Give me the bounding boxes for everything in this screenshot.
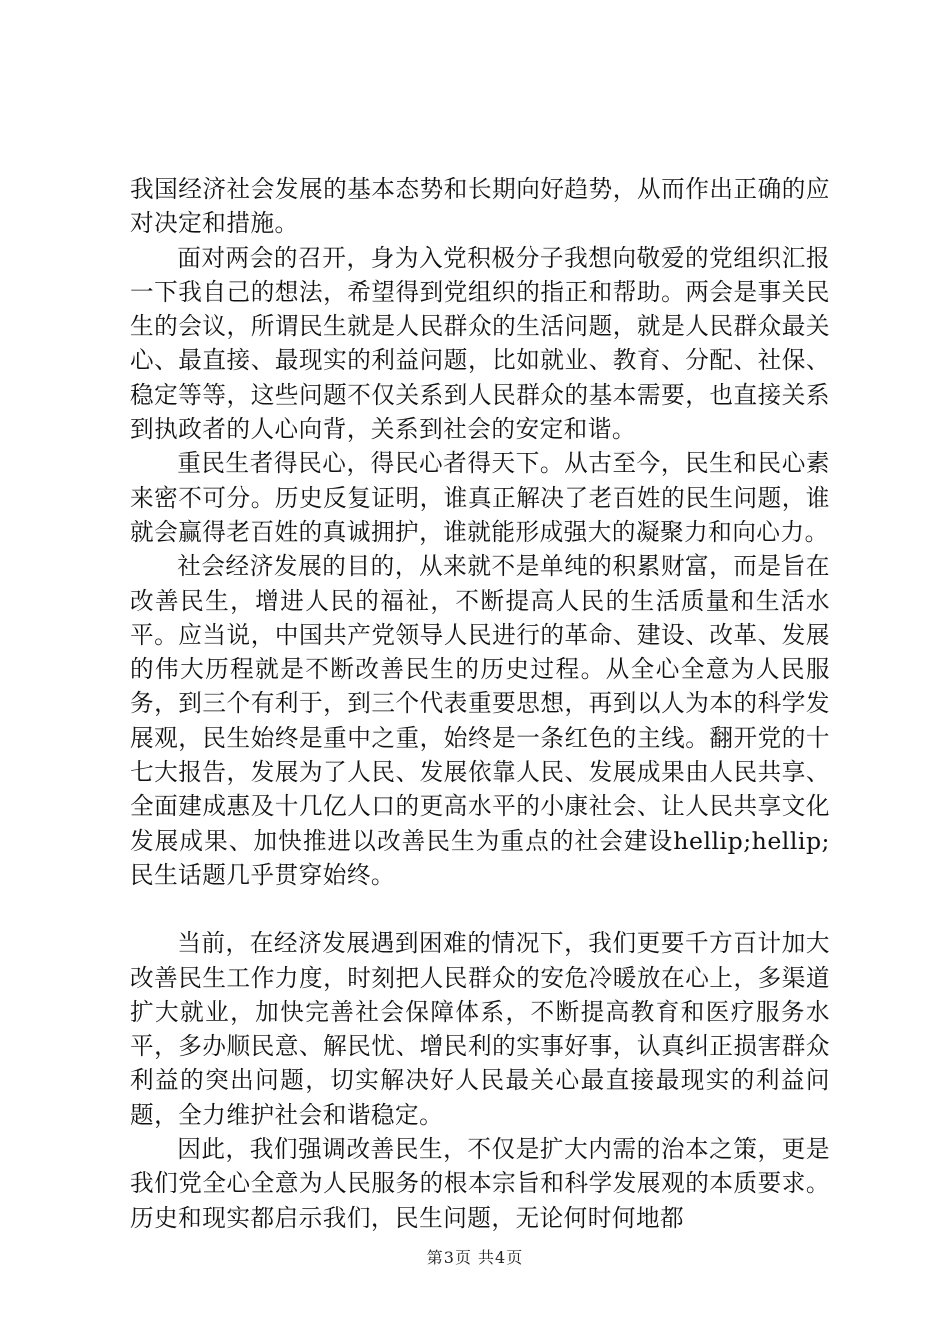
paragraph-continuation: 我国经济社会发展的基本态势和长期向好趋势，从而作出正确的应对决定和措施。 [130,175,830,238]
page-number-footer: 第3页 共4页 [426,1248,524,1267]
paragraph-people-livelihood: 重民生者得民心，得民心者得天下。从古至今，民生和民心素来密不可分。历史反复证明，谁真正解决了老百姓的民生问题，谁就会赢得老百姓的真诚拥护，谁就能形成强大的凝聚力和向心力。 [130,449,830,546]
paragraph-two-sessions: 面对两会的召开，身为入党积极分子我想向敬爱的党组织汇报一下我自己的想法，希望得到党组织的指正和帮助。两会是事关民生的会议，所谓民生就是人民群众的生活问题，就是人民群众最关心、最直接、最现实的利益问题，比如就业、教育、分配、社保、稳定等等，这些问题不仅关系到人民群众的基本需要，也直接关系到执政者的人心向背，关系到社会的安定和谐。 [130,243,830,444]
paragraph-current-situation: 当前，在经济发展遇到困难的情况下，我们更要千方百计加大改善民生工作力度，时刻把人民群众的安危冷暖放在心上，多渠道扩大就业，加快完善社会保障体系，不断提高教育和医疗服务水平，多办顺民意、解民忧、增民利的实事好事，认真纠正损害群众利益的突出问题，切实解决好人民最关心最直接最现实的利益问题，全力维护社会和谐稳定。 [130,929,830,1129]
paragraph-development-purpose: 社会经济发展的目的，从来就不是单纯的积累财富，而是旨在改善民生，增进人民的福祉，不断提高人民的生活质量和生活水平。应当说，中国共产党领导人民进行的革命、建设、改革、发展的伟大历程就是不断改善民生的历史过程。从全心全意为人民服务，到三个有利于，到三个代表重要思想，再到以人为本的科学发展观，民生始终是重中之重，始终是一条红色的主线。翻开党的十七大报告，发展为了人民、发展依靠人民、发展成果由人民共享、全面建成惠及十几亿人口的更高水平的小康社会、让人民共享文化发展成果、加快推进以改善民生为重点的社会建设hellip;hellip;民生话题几乎贯穿始终。 [130,552,830,889]
document-body [130,172,830,1235]
paragraph-conclusion: 因此，我们强调改善民生，不仅是扩大内需的治本之策，更是我们党全心全意为人民服务的根本宗旨和科学发展观的本质要求。历史和现实都启示我们，民生问题，无论何时何地都 [130,1135,830,1232]
